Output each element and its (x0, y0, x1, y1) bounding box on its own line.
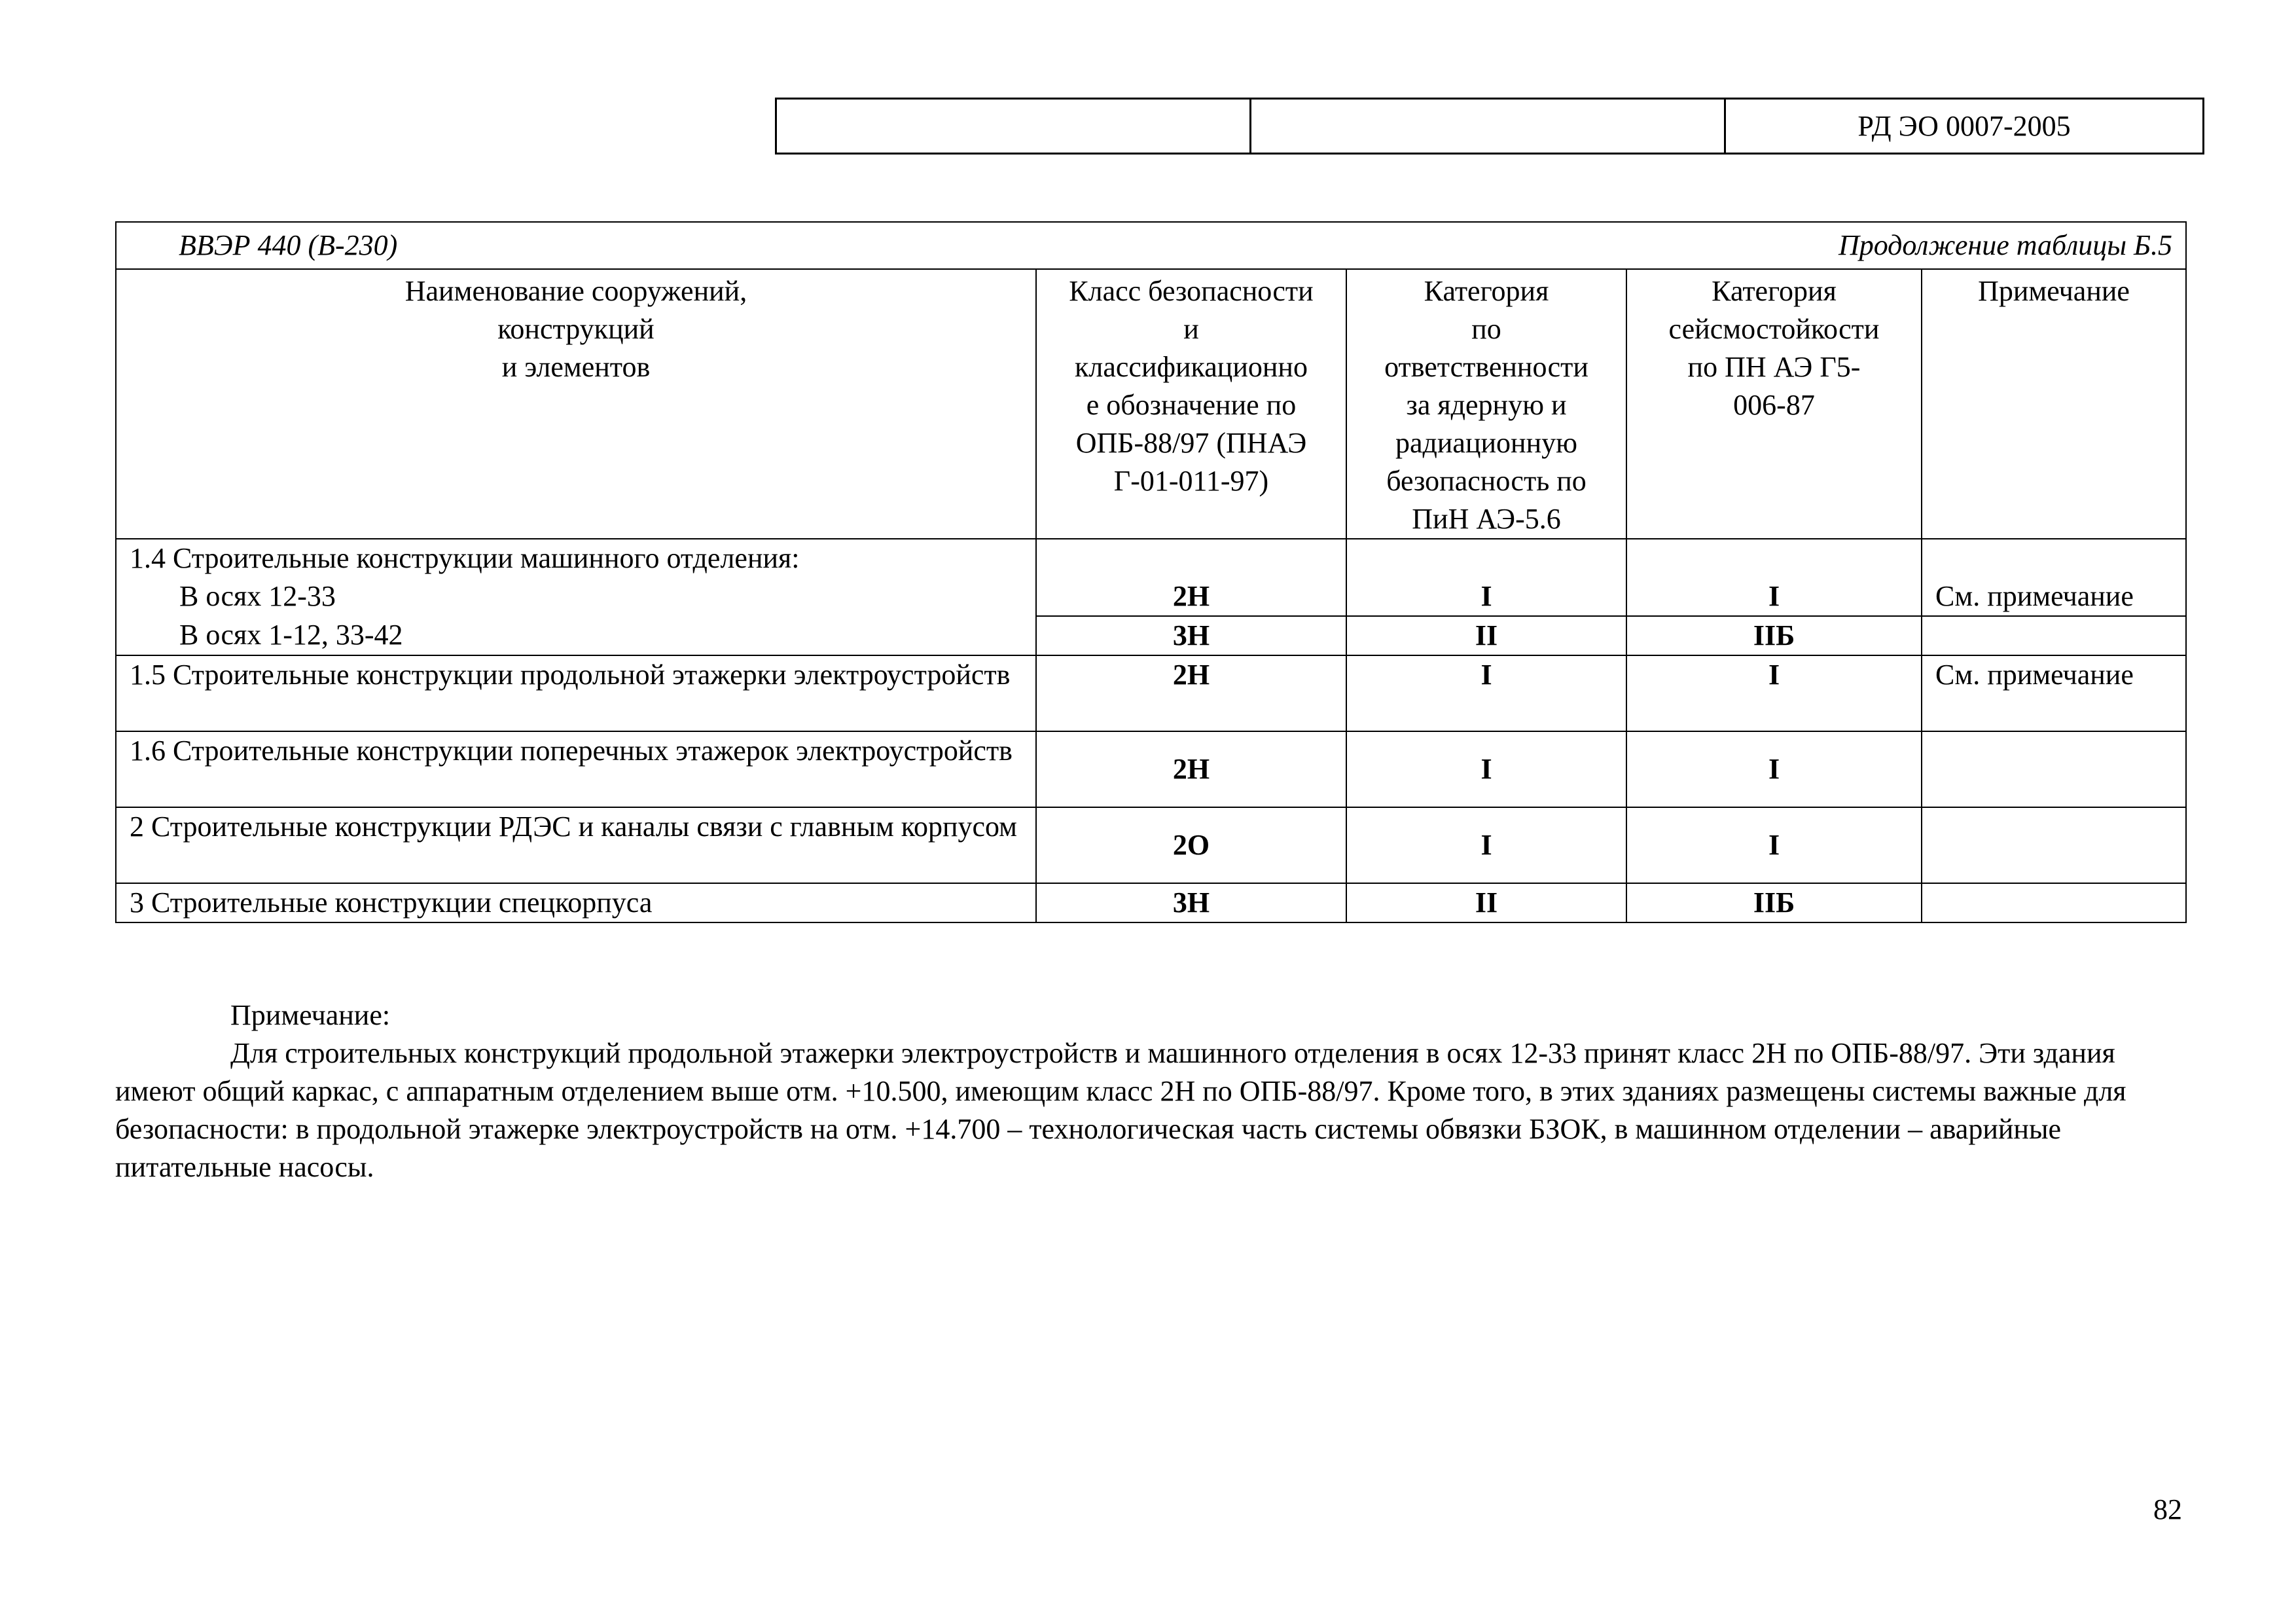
table-row (116, 577, 2186, 616)
table-row (116, 616, 2186, 655)
seismic-category: I (1626, 731, 1922, 807)
row-subitem: В осях 1-12, 33-42 (116, 616, 1036, 655)
reactor-type-label: ВВЭР 440 (В-230) (179, 229, 398, 261)
col-header-seismic-category: Категория сейсмостойкости по ПН АЭ Г5- 006-87 (1626, 269, 1922, 539)
responsibility-category: I (1346, 655, 1626, 731)
table-row (116, 655, 2186, 731)
row-name: 3 Строительные конструкции спецкорпуса (116, 883, 1036, 922)
row-subitem: В осях 12-33 (116, 577, 1036, 616)
note-cell (1922, 883, 2186, 922)
safety-class: 3Н (1036, 883, 1346, 922)
safety-class: 2Н (1036, 577, 1346, 616)
safety-class: 2Н (1036, 655, 1346, 731)
table-row (116, 807, 2186, 883)
document-code: РД ЭО 0007-2005 (1725, 99, 2204, 154)
table-caption-row (116, 222, 2186, 269)
col-header-safety-class: Класс безопасности и классификационно е обозначение по ОПБ-88/97 (ПНАЭ Г-01-011-97) (1036, 269, 1346, 539)
note-cell: См. примечание (1922, 655, 2186, 731)
seismic-category: I (1626, 655, 1922, 731)
responsibility-category: I (1346, 731, 1626, 807)
col-header-responsibility-category: Категория по ответственности за ядерную и радиационную безопасность по ПиН АЭ-5.6 (1346, 269, 1626, 539)
col-header-name: Наименование сооружений, конструкций и элементов (116, 269, 1036, 539)
responsibility-category: I (1346, 807, 1626, 883)
seismic-category: IIБ (1626, 616, 1922, 655)
responsibility-category: I (1346, 577, 1626, 616)
row-name: 2 Строительные конструкции РДЭС и каналы связи с главным корпусом (116, 807, 1036, 883)
row-title: 1.4 Строительные конструкции машинного отделения: (116, 539, 1036, 577)
note-title: Примечание: (230, 999, 391, 1031)
seismic-category: IIБ (1626, 883, 1922, 922)
table-continuation-label: Продолжение таблицы Б.5 (1838, 229, 2173, 261)
note-text: Для строительных конструкций продольной этажерки электроустройств и машинного отделения в осях 12-33 принят класс 2Н по ОПБ-88/97. Эти здания имеют общий каркас, с аппаратным отделением выше отм. +10.500, имеющим класс 2Н по ОПБ-88/97. Кроме того, в этих зданиях размещены системы важные для безопасности: в продольной этажерке электроустройств на отм. +14.700 – технологическая часть системы обвязки БЗОК, в машинном отделении – аварийные питательные насосы. (115, 1037, 2126, 1183)
seismic-category: I (1626, 577, 1922, 616)
header-cell-2 (1251, 99, 1725, 154)
safety-class: 2О (1036, 807, 1346, 883)
note-cell (1922, 731, 2186, 807)
row-name: 1.6 Строительные конструкции поперечных этажерок электроустройств (116, 731, 1036, 807)
page-number: 82 (2153, 1493, 2182, 1525)
seismic-category: I (1626, 807, 1922, 883)
safety-class: 3Н (1036, 616, 1346, 655)
col-header-note: Примечание (1922, 269, 2186, 539)
table-row (116, 883, 2186, 922)
safety-class: 2Н (1036, 731, 1346, 807)
header-cell-1 (776, 99, 1251, 154)
note-cell: См. примечание (1922, 577, 2186, 616)
responsibility-category: II (1346, 883, 1626, 922)
classification-table (115, 221, 2187, 923)
table-row (116, 731, 2186, 807)
row-name: 1.5 Строительные конструкции продольной этажерки электроустройств (116, 655, 1036, 731)
note-cell (1922, 616, 2186, 655)
table-row (116, 539, 2186, 577)
column-header-row (116, 269, 2186, 539)
document-header-box (775, 98, 2204, 155)
note-cell (1922, 807, 2186, 883)
responsibility-category: II (1346, 616, 1626, 655)
